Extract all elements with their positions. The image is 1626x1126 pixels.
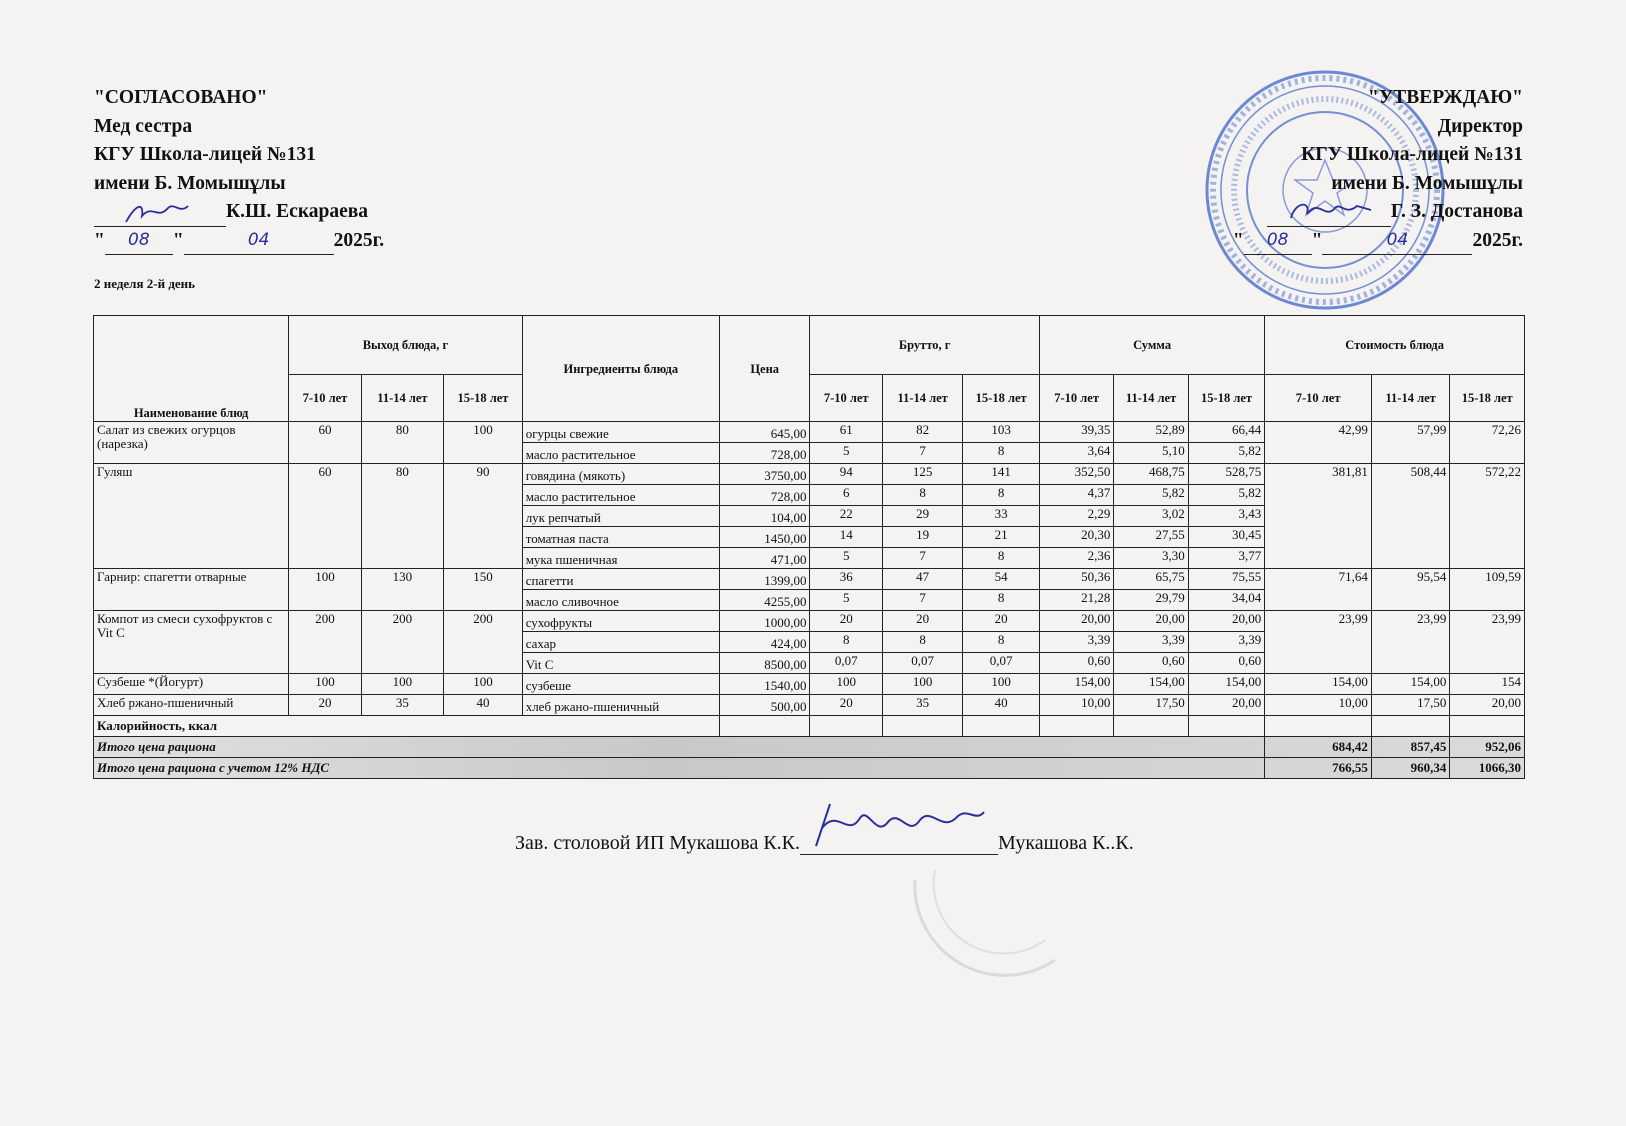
ingredient-brutto: 8 — [963, 443, 1039, 464]
ingredient-price: 1000,00 — [719, 611, 810, 632]
ingredient-sum: 3,77 — [1188, 548, 1264, 569]
dish-output: 80 — [361, 464, 444, 569]
dish-cost: 572,22 — [1450, 464, 1525, 569]
ingredient-sum: 5,82 — [1188, 443, 1264, 464]
ingredient-name: спагетти — [522, 569, 719, 590]
age-header: 7-10 лет — [289, 375, 361, 422]
age-header: 15-18 лет — [963, 375, 1039, 422]
approved-school: КГУ Школа-лицей №131 — [1301, 144, 1523, 165]
total-vat-label: Итого цена рациона с учетом 12% НДС — [94, 758, 1265, 779]
dish-cost: 72,26 — [1450, 422, 1525, 464]
ingredient-price: 1450,00 — [719, 527, 810, 548]
ingredient-name: сузбеше — [522, 674, 719, 695]
ingredient-sum: 3,39 — [1188, 632, 1264, 653]
dish-cost: 71,64 — [1265, 569, 1372, 611]
approved-date-line: " 08 " 04 2025г. — [1233, 227, 1523, 256]
ingredient-brutto: 20 — [810, 695, 882, 716]
ingredient-sum: 352,50 — [1039, 464, 1113, 485]
dish-cost: 57,99 — [1371, 422, 1449, 464]
ingredient-brutto: 7 — [882, 443, 963, 464]
ingredient-sum: 20,30 — [1039, 527, 1113, 548]
dish-cost: 23,99 — [1265, 611, 1372, 674]
ingredient-brutto: 7 — [882, 590, 963, 611]
ingredient-brutto: 35 — [882, 695, 963, 716]
dish-output: 100 — [289, 674, 361, 695]
calories-row — [94, 716, 1525, 737]
column-header-cost: Стоимость блюда — [1265, 316, 1525, 375]
ingredient-brutto: 61 — [810, 422, 882, 443]
ingredient-sum: 34,04 — [1188, 590, 1264, 611]
ingredient-name: сухофрукты — [522, 611, 719, 632]
dish-output: 200 — [289, 611, 361, 674]
dish-name: Компот из смеси сухофруктов с Vit C — [94, 611, 289, 674]
ingredient-brutto: 8 — [963, 590, 1039, 611]
ingredient-price: 424,00 — [719, 632, 810, 653]
ingredient-brutto: 5 — [810, 548, 882, 569]
ingredient-brutto: 8 — [963, 632, 1039, 653]
approved-date-day: 08 — [1266, 229, 1289, 250]
age-header: 11-14 лет — [1371, 375, 1449, 422]
approved-signature-blank — [1267, 204, 1391, 227]
ingredient-sum: 4,37 — [1039, 485, 1113, 506]
table-cell — [1188, 716, 1264, 737]
ingredient-name: хлеб ржано-пшеничный — [522, 695, 719, 716]
ingredient-sum: 5,82 — [1188, 485, 1264, 506]
table-cell — [1039, 716, 1113, 737]
ingredient-sum: 75,55 — [1188, 569, 1264, 590]
dish-cost: 508,44 — [1371, 464, 1449, 569]
age-header: 15-18 лет — [1188, 375, 1264, 422]
table-header-row — [94, 316, 1525, 375]
ingredient-brutto: 8 — [882, 632, 963, 653]
menu-table-body — [94, 422, 1525, 716]
ingredient-price: 500,00 — [719, 695, 810, 716]
ingredient-sum: 20,00 — [1188, 611, 1264, 632]
age-header: 11-14 лет — [1114, 375, 1188, 422]
canteen-head-label: Зав. столовой ИП Мукашова К.К. — [515, 832, 801, 854]
total-value: 684,42 — [1265, 737, 1372, 758]
ingredient-sum: 528,75 — [1188, 464, 1264, 485]
total-vat-value: 960,34 — [1371, 758, 1449, 779]
dish-cost: 95,54 — [1371, 569, 1449, 611]
table-cell — [1371, 716, 1449, 737]
dish-output: 100 — [444, 422, 523, 464]
table-row — [94, 695, 1525, 716]
dish-output: 100 — [361, 674, 444, 695]
handwritten-signature-icon — [1285, 196, 1375, 228]
approved-date-day-blank — [1244, 229, 1312, 255]
table-row — [94, 569, 1525, 590]
ingredient-brutto: 8 — [810, 632, 882, 653]
ingredient-brutto: 82 — [882, 422, 963, 443]
ingredient-sum: 3,43 — [1188, 506, 1264, 527]
agreed-school-name: имени Б. Момышұлы — [94, 172, 286, 194]
table-cell — [1114, 716, 1188, 737]
ingredient-name: масло растительное — [522, 443, 719, 464]
ingredient-name: говядина (мякоть) — [522, 464, 719, 485]
ingredient-brutto: 8 — [963, 485, 1039, 506]
ingredient-brutto: 29 — [882, 506, 963, 527]
ingredient-name: мука пшеничная — [522, 548, 719, 569]
handwritten-signature-icon — [122, 198, 192, 228]
dish-cost: 17,50 — [1371, 695, 1449, 716]
ingredient-brutto: 22 — [810, 506, 882, 527]
ingredient-brutto: 0,07 — [882, 653, 963, 674]
total-vat-value: 1066,30 — [1450, 758, 1525, 779]
ingredient-sum: 3,39 — [1039, 632, 1113, 653]
ingredient-sum: 0,60 — [1114, 653, 1188, 674]
table-cell — [719, 716, 810, 737]
column-header-sum: Сумма — [1039, 316, 1264, 375]
ingredient-sum: 2,29 — [1039, 506, 1113, 527]
ingredient-brutto: 100 — [810, 674, 882, 695]
ingredient-sum: 30,45 — [1188, 527, 1264, 548]
ingredient-price: 4255,00 — [719, 590, 810, 611]
dish-output: 60 — [289, 422, 361, 464]
approved-position: Директор — [1437, 115, 1523, 137]
ingredient-price: 1540,00 — [719, 674, 810, 695]
ingredient-brutto: 19 — [882, 527, 963, 548]
table-subheader-row — [94, 375, 1525, 422]
ingredient-brutto: 141 — [963, 464, 1039, 485]
ingredient-brutto: 20 — [810, 611, 882, 632]
age-header: 7-10 лет — [1265, 375, 1372, 422]
ingredient-sum: 468,75 — [1114, 464, 1188, 485]
dish-name: Салат из свежих огурцов (нарезка) — [94, 422, 289, 464]
dish-name: Сузбеше *(Йогурт) — [94, 674, 289, 695]
ingredient-brutto: 40 — [963, 695, 1039, 716]
ingredient-brutto: 94 — [810, 464, 882, 485]
ingredient-brutto: 20 — [882, 611, 963, 632]
ingredient-sum: 20,00 — [1114, 611, 1188, 632]
age-header: 11-14 лет — [882, 375, 963, 422]
ingredient-sum: 3,39 — [1114, 632, 1188, 653]
ingredient-brutto: 0,07 — [810, 653, 882, 674]
ingredient-sum: 5,82 — [1114, 485, 1188, 506]
ingredient-sum: 0,60 — [1039, 653, 1113, 674]
ingredient-price: 471,00 — [719, 548, 810, 569]
ingredient-brutto: 54 — [963, 569, 1039, 590]
table-cell — [882, 716, 963, 737]
agreed-signature-line — [94, 198, 384, 227]
ingredient-brutto: 47 — [882, 569, 963, 590]
dish-output: 100 — [444, 674, 523, 695]
agreed-year: 2025г. — [333, 229, 385, 251]
dish-output: 60 — [289, 464, 361, 569]
ingredient-brutto: 100 — [882, 674, 963, 695]
ingredient-sum: 154,00 — [1114, 674, 1188, 695]
total-vat-value: 766,55 — [1265, 758, 1372, 779]
ingredient-sum: 20,00 — [1188, 695, 1264, 716]
dish-output: 20 — [289, 695, 361, 716]
approved-school-name: имени Б. Момышұлы — [1331, 172, 1523, 194]
dish-output: 200 — [361, 611, 444, 674]
agreed-block — [94, 84, 384, 255]
ingredient-sum: 21,28 — [1039, 590, 1113, 611]
dish-output: 40 — [444, 695, 523, 716]
ingredient-brutto: 103 — [963, 422, 1039, 443]
ingredient-name: томатная паста — [522, 527, 719, 548]
age-header: 11-14 лет — [361, 375, 444, 422]
ingredient-sum: 5,10 — [1114, 443, 1188, 464]
week-day-label: 2 неделя 2-й день — [94, 276, 196, 291]
dish-cost: 154 — [1450, 674, 1525, 695]
approved-date-month: 04 — [1386, 229, 1409, 250]
ingredient-sum: 3,30 — [1114, 548, 1188, 569]
dish-cost: 23,99 — [1450, 611, 1525, 674]
ingredient-sum: 52,89 — [1114, 422, 1188, 443]
ingredient-brutto: 7 — [882, 548, 963, 569]
dish-name: Гарнир: спагетти отварные — [94, 569, 289, 611]
ingredient-sum: 29,79 — [1114, 590, 1188, 611]
agreed-signature-blank — [94, 204, 226, 227]
ingredient-brutto: 6 — [810, 485, 882, 506]
column-header-price: Цена — [719, 316, 810, 422]
ingredient-brutto: 8 — [963, 548, 1039, 569]
dish-cost: 23,99 — [1371, 611, 1449, 674]
ingredient-price: 8500,00 — [719, 653, 810, 674]
total-vat-row — [94, 758, 1525, 779]
ingredient-name: лук репчатый — [522, 506, 719, 527]
ingredient-sum: 3,02 — [1114, 506, 1188, 527]
ingredient-sum: 2,36 — [1039, 548, 1113, 569]
age-header: 7-10 лет — [810, 375, 882, 422]
dish-name: Гуляш — [94, 464, 289, 569]
ingredient-price: 728,00 — [719, 443, 810, 464]
ingredient-price: 645,00 — [719, 422, 810, 443]
ingredient-price: 1399,00 — [719, 569, 810, 590]
column-header-brutto: Брутто, г — [810, 316, 1039, 375]
calories-label: Калорийность, ккал — [94, 716, 720, 737]
ingredient-sum: 3,64 — [1039, 443, 1113, 464]
faint-seal-icon — [905, 840, 1075, 980]
ingredient-brutto: 14 — [810, 527, 882, 548]
canteen-head-name: Мукашова К..К. — [998, 832, 1134, 854]
dish-output: 90 — [444, 464, 523, 569]
dish-cost: 154,00 — [1265, 674, 1372, 695]
ingredient-name: сахар — [522, 632, 719, 653]
column-header-output: Выход блюда, г — [289, 316, 522, 375]
table-row — [94, 422, 1525, 443]
approved-signer: Г. З. Достанова — [1390, 201, 1523, 222]
dish-output: 100 — [289, 569, 361, 611]
ingredient-brutto: 21 — [963, 527, 1039, 548]
ingredient-sum: 50,36 — [1039, 569, 1113, 590]
dish-output: 80 — [361, 422, 444, 464]
table-cell — [810, 716, 882, 737]
agreed-signer: К.Ш. Ескараева — [226, 201, 369, 222]
ingredient-name: масло растительное — [522, 485, 719, 506]
ingredient-brutto: 5 — [810, 443, 882, 464]
dish-output: 35 — [361, 695, 444, 716]
total-value: 952,06 — [1450, 737, 1525, 758]
agreed-date-day: 08 — [128, 229, 150, 250]
table-cell — [963, 716, 1039, 737]
ingredient-brutto: 125 — [882, 464, 963, 485]
ingredient-name: масло сливочное — [522, 590, 719, 611]
ingredient-name: Vit C — [522, 653, 719, 674]
dish-cost: 109,59 — [1450, 569, 1525, 611]
dish-cost: 42,99 — [1265, 422, 1372, 464]
approved-block — [1233, 84, 1523, 255]
total-row — [94, 737, 1525, 758]
table-row — [94, 464, 1525, 485]
dish-cost: 154,00 — [1371, 674, 1449, 695]
dish-cost: 10,00 — [1265, 695, 1372, 716]
dish-cost: 20,00 — [1450, 695, 1525, 716]
ingredient-price: 3750,00 — [719, 464, 810, 485]
ingredient-brutto: 36 — [810, 569, 882, 590]
dish-name: Хлеб ржано-пшеничный — [94, 695, 289, 716]
ingredient-sum: 0,60 — [1188, 653, 1264, 674]
menu-table-summary — [94, 716, 1525, 779]
ingredient-brutto: 20 — [963, 611, 1039, 632]
table-cell — [1450, 716, 1525, 737]
approved-year: 2025г. — [1472, 229, 1523, 251]
dish-output: 200 — [444, 611, 523, 674]
ingredient-brutto: 33 — [963, 506, 1039, 527]
ingredient-sum: 17,50 — [1114, 695, 1188, 716]
table-cell — [1265, 716, 1372, 737]
ingredient-brutto: 0,07 — [963, 653, 1039, 674]
ingredient-name: огурцы свежие — [522, 422, 719, 443]
total-value: 857,45 — [1371, 737, 1449, 758]
ingredient-sum: 65,75 — [1114, 569, 1188, 590]
agreed-date-day-blank — [105, 229, 173, 255]
ingredient-price: 104,00 — [719, 506, 810, 527]
menu-table — [93, 315, 1525, 779]
table-row — [94, 611, 1525, 632]
ingredient-sum: 10,00 — [1039, 695, 1113, 716]
ingredient-sum: 27,55 — [1114, 527, 1188, 548]
age-header: 15-18 лет — [444, 375, 523, 422]
dish-cost: 381,81 — [1265, 464, 1372, 569]
age-header: 7-10 лет — [1039, 375, 1113, 422]
ingredient-price: 728,00 — [719, 485, 810, 506]
ingredient-brutto: 100 — [963, 674, 1039, 695]
ingredient-brutto: 8 — [882, 485, 963, 506]
dish-output: 150 — [444, 569, 523, 611]
agreed-school: КГУ Школа-лицей №131 — [94, 144, 316, 165]
ingredient-sum: 154,00 — [1188, 674, 1264, 695]
agreed-date-month: 04 — [247, 229, 270, 250]
ingredient-brutto: 5 — [810, 590, 882, 611]
ingredient-sum: 39,35 — [1039, 422, 1113, 443]
ingredient-sum: 154,00 — [1039, 674, 1113, 695]
approved-title: "УТВЕРЖДАЮ" — [1368, 87, 1523, 108]
column-header-dish: Наименование блюд — [94, 316, 289, 422]
total-label: Итого цена рациона — [94, 737, 1265, 758]
ingredient-sum: 66,44 — [1188, 422, 1264, 443]
table-row — [94, 674, 1525, 695]
ingredient-sum: 20,00 — [1039, 611, 1113, 632]
approved-signature-line — [1233, 198, 1523, 227]
age-header: 15-18 лет — [1450, 375, 1525, 422]
agreed-title: "СОГЛАСОВАНО" — [94, 87, 268, 108]
agreed-date-line: " 08 " 04 2025г. — [94, 227, 384, 256]
dish-output: 130 — [361, 569, 444, 611]
column-header-ingredients: Ингредиенты блюда — [522, 316, 719, 422]
agreed-position: Мед сестра — [94, 115, 193, 137]
